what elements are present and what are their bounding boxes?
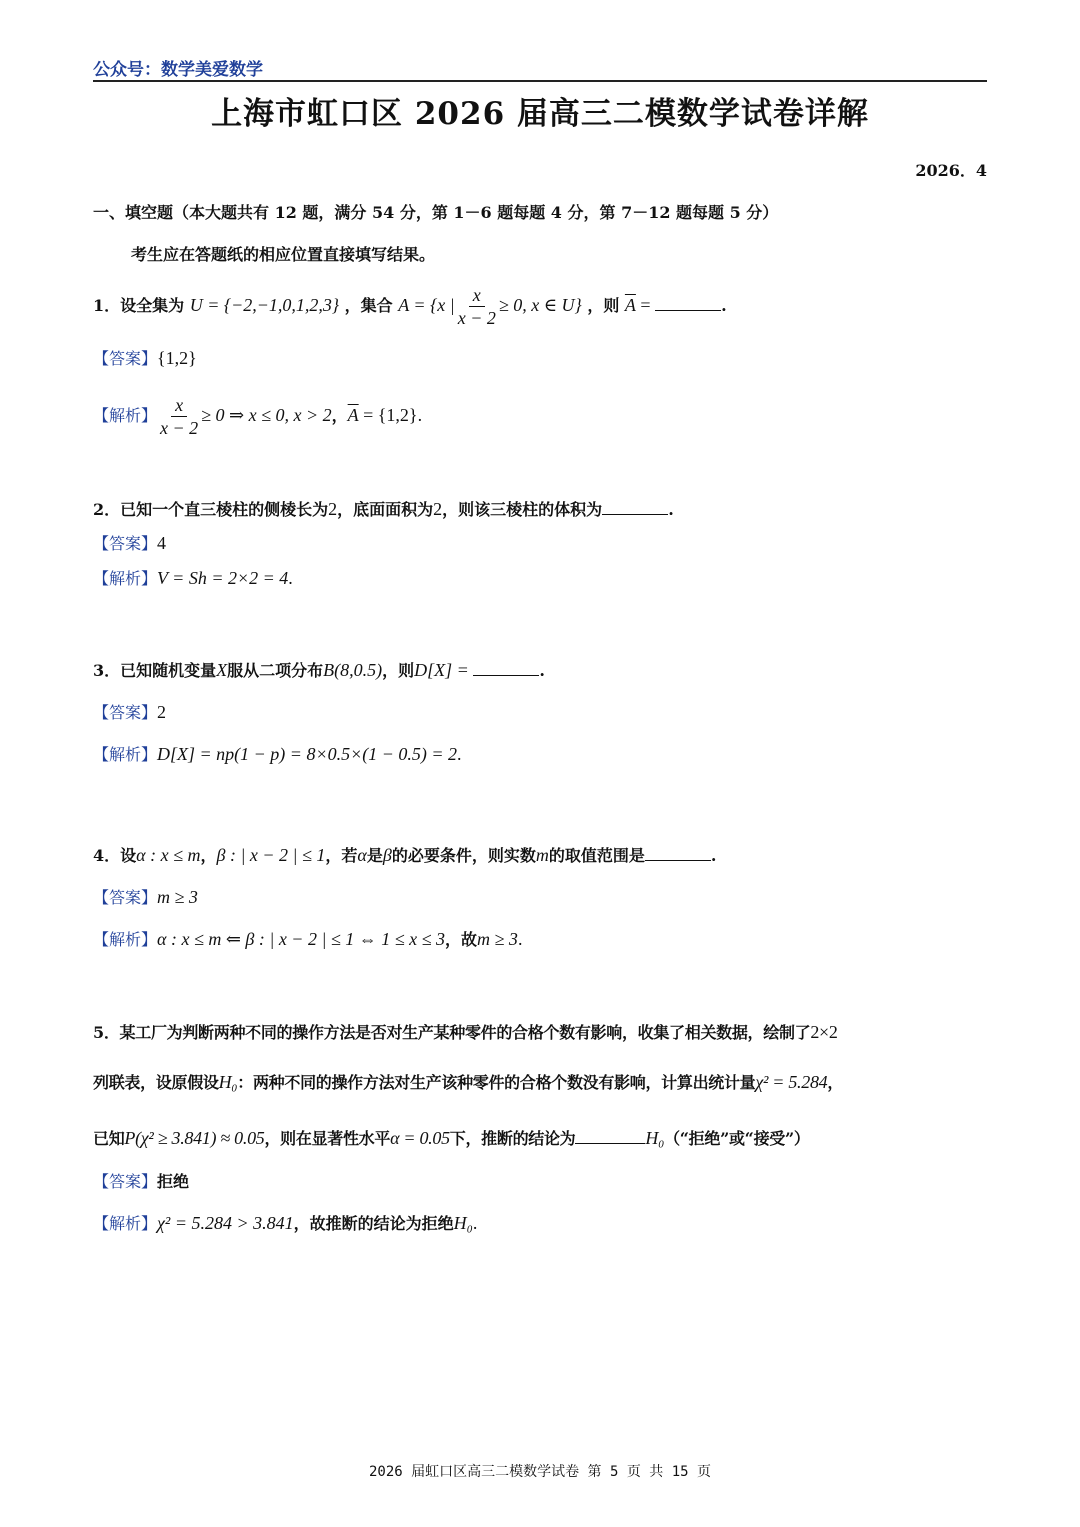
question-5-line-3: [93, 1126, 810, 1149]
section-heading: 一、填空题（本大题共有 12 题，满分 54 分，第 1－6 题每题 4 分，第 7－12 题每题 5 分）: [93, 203, 779, 222]
math-expression: D[X] = np(1 − p) = 8×0.5×(1 − 0.5) = 2: [157, 744, 458, 764]
question-number: 4．: [93, 846, 121, 865]
analysis-label: 【解析】: [93, 1214, 158, 1233]
fraction: [160, 394, 198, 439]
question-text: ：两种不同的操作方法对生产该种零件的合格个数没有影响，计算出统计量: [237, 1073, 756, 1092]
question-2: [93, 497, 674, 520]
answer-value: 2: [157, 702, 167, 722]
math-expression: H₀: [218, 1072, 238, 1092]
question-text: ，则: [587, 296, 620, 315]
question-text: 已知随机变量: [120, 661, 217, 680]
math-expression: ≥ 0, x ∈ U}: [498, 295, 582, 315]
fraction-denominator: x − 2: [457, 308, 496, 328]
math-expression: β: [382, 845, 392, 865]
question-text: 已知: [93, 1129, 125, 1148]
page-title: 上海市虹口区 2026 届高三二模数学试卷详解: [211, 96, 869, 132]
question-text: ，故: [445, 930, 478, 949]
analysis-2: [93, 566, 293, 589]
math-complement: $\overline{A}$: [347, 405, 359, 425]
answer-value: {1,2}: [157, 348, 197, 368]
answer-blank: [655, 310, 721, 311]
question-text: 已知一个直三棱柱的侧棱长为: [120, 500, 329, 519]
question-text: 下，推断的结论为: [449, 1129, 576, 1148]
page-footer: 2026 届虹口区高三二模数学试卷 第 5 页 共 15 页: [368, 1464, 711, 1480]
analysis-label: 【解析】: [93, 569, 158, 588]
account-label: 公众号：数学美爱数学: [93, 60, 263, 80]
fraction-numerator: x: [171, 394, 187, 417]
question-text: ，: [827, 1073, 844, 1092]
analysis-label: 【解析】: [93, 745, 158, 764]
answer-label: 【答案】: [93, 534, 158, 553]
math-expression: X: [216, 660, 228, 680]
section-note: 考生应在答题纸的相应位置直接填写结果。: [131, 245, 436, 264]
question-text: 设: [120, 846, 137, 865]
answer-value: m ≥ 3: [157, 887, 198, 907]
period: .: [457, 744, 462, 764]
math-expression: H₀: [645, 1128, 665, 1148]
question-text: ，故推断的结论为拒绝: [293, 1214, 454, 1233]
math-expression: m: [535, 845, 549, 865]
math-expression: 2: [328, 499, 338, 519]
question-text: 设全集为: [120, 296, 185, 315]
math-complement: $\overline{A}$: [624, 295, 636, 315]
question-text: ，: [200, 846, 217, 865]
answer-label: 【答案】: [93, 888, 158, 907]
exam-date: 2026．4: [915, 161, 987, 180]
analysis-1: [93, 394, 422, 439]
period: .: [668, 500, 674, 519]
question-text: ，: [331, 406, 348, 425]
math-expression: D[X] =: [414, 660, 474, 680]
analysis-4: [93, 927, 522, 950]
question-text: ，则该三棱柱的体积为: [442, 500, 603, 519]
math-expression: A = {x |: [398, 295, 455, 315]
question-text: ，集合: [344, 296, 393, 315]
analysis-3: [93, 742, 462, 765]
question-5-line-2: [93, 1070, 843, 1093]
math-expression: P(χ² ≥ 3.841) ≈ 0.05: [124, 1128, 265, 1148]
math-expression: V = Sh = 2×2 = 4: [157, 568, 289, 588]
answer-blank: [602, 514, 668, 515]
period: .: [721, 296, 727, 315]
question-4: [93, 843, 716, 866]
answer-label: 【答案】: [93, 1172, 158, 1191]
math-expression: α : x ≤ m: [136, 845, 201, 865]
answer-1: [93, 346, 197, 369]
math-expression: α: [357, 845, 367, 865]
question-text: 是: [366, 846, 383, 865]
math-expression: H₀: [453, 1213, 473, 1233]
answer-label: 【答案】: [93, 703, 158, 722]
period: .: [517, 929, 523, 949]
math-expression: χ² = 5.284: [755, 1072, 828, 1092]
header-divider: [93, 80, 987, 82]
math-expression: m ≥ 3: [477, 929, 518, 949]
fraction: [458, 284, 496, 329]
answer-2: [93, 531, 166, 554]
question-1: [93, 284, 727, 329]
question-5-line-1: [93, 1020, 838, 1043]
answer-value: 4: [157, 533, 167, 553]
analysis-label: 【解析】: [93, 930, 158, 949]
fraction-denominator: x − 2: [160, 418, 199, 438]
math-expression: 2×2: [810, 1022, 838, 1042]
math-expression: =: [635, 295, 656, 315]
math-expression: B(8,0.5): [323, 660, 383, 680]
math-expression: α : x ≤ m ⇐ β : | x − 2 | ≤ 1 ⇔ 1 ≤ x ≤ 3: [157, 929, 446, 949]
math-expression: ≥ 0 ⇒ x ≤ 0, x > 2: [201, 405, 332, 425]
answer-blank: [473, 675, 539, 676]
math-expression: β : | x − 2 | ≤ 1: [216, 845, 326, 865]
question-number: 3．: [93, 661, 121, 680]
question-text: ，底面面积为: [337, 500, 434, 519]
math-expression: χ² = 5.284 > 3.841: [157, 1213, 294, 1233]
answer-value: 拒绝: [157, 1172, 190, 1191]
period: .: [472, 1213, 478, 1233]
analysis-label: 【解析】: [93, 406, 158, 425]
period: .: [288, 568, 293, 588]
question-text: ，则: [382, 661, 415, 680]
question-text: ，若: [325, 846, 358, 865]
question-text: 服从二项分布: [227, 661, 324, 680]
math-expression: 2: [433, 499, 443, 519]
question-text: 的必要条件，则实数: [391, 846, 536, 865]
math-expression: U = {−2,−1,0,1,2,3}: [189, 295, 340, 315]
answer-blank: [575, 1143, 645, 1144]
period: .: [710, 846, 717, 865]
period: .: [417, 405, 423, 425]
question-text: 的取值范围是: [548, 846, 645, 865]
question-text: 某工厂为判断两种不同的操作方法是否对生产某种零件的合格个数有影响，收集了相关数据，绘制了: [119, 1023, 811, 1042]
answer-4: [93, 885, 198, 908]
question-text: ，则在显著性水平: [264, 1129, 391, 1148]
question-number: 2．: [93, 500, 121, 519]
math-expression: = {1,2}: [358, 405, 418, 425]
period: .: [539, 661, 545, 680]
question-text: 列联表，设原假设: [93, 1073, 219, 1092]
answer-3: [93, 700, 166, 723]
question-text: （“拒绝”或“接受”）: [664, 1129, 810, 1148]
question-number: 1．: [93, 296, 121, 315]
answer-label: 【答案】: [93, 349, 158, 368]
answer-blank: [645, 860, 711, 861]
question-3: [93, 658, 545, 681]
fraction-numerator: x: [469, 284, 485, 307]
analysis-5: [93, 1211, 477, 1234]
math-expression: α = 0.05: [390, 1128, 450, 1148]
question-number: 5．: [93, 1023, 120, 1042]
answer-5: [93, 1169, 189, 1192]
